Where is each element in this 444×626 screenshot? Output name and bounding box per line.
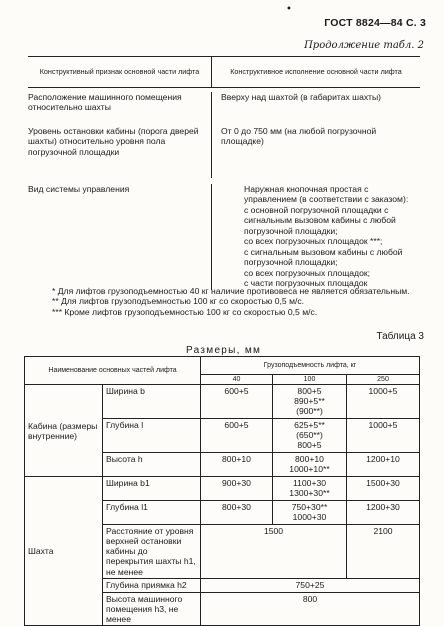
feature-cell: Вид системы управления [28,184,212,290]
footnote: ** Для лифтов грузоподъемностью 100 кг со скоростью 0,5 м/с. [52,296,305,307]
table-continuation: Продолжение табл. 2 [304,40,424,51]
value-line: 750+30** [291,502,328,512]
value-line: 1100+30 [292,478,327,488]
design-cell: От 0 до 750 мм (на любой погрузочной площадке) [221,126,377,147]
design-line: со всех погрузочных площадок; [244,267,371,278]
value-line: 1000+10** [289,464,330,474]
capacity-100: 100 [273,375,347,385]
feature-cell: Расположение машинного помещения относительно шахты [28,92,212,126]
table-row [28,178,420,290]
value-cell: 900+30 [201,477,273,501]
table-2-header [28,56,420,88]
value-cell: 800 [201,592,420,625]
row-label: Ширина b [103,385,201,419]
capacity-250: 250 [347,375,420,385]
shaft-label: Шахта [25,477,103,626]
row-label: Глубина приямка h2 [103,578,201,592]
row-label: Высота h [103,453,201,477]
value-cell [273,385,347,419]
value-cell: 1200+10 [347,453,420,477]
design-line: с части погрузочных площадок [244,278,368,289]
table-3-label: Таблица 3 [376,331,424,342]
table-3-title: Размеры, мм [186,345,262,356]
footnotes [36,286,424,317]
design-line: с основной погрузочной площадки с сигнальным вызовом кабины с любой погрузочной площадки; [244,204,396,236]
value-cell [273,477,347,501]
design-cell [212,184,420,290]
value-line: 890+5** [294,396,325,406]
row-label: Глубина l1 [103,501,201,525]
page-mark: • [286,4,292,15]
value-line: 1000+30 [292,512,327,522]
value-cell: 600+5 [201,385,273,419]
page-header: ГОСТ 8824—84 С. 3 [324,17,426,29]
footnote: * Для лифтов грузоподъемностью 40 кг наличие противовеса не является обязательным. [52,286,410,296]
value-line: (900**) [296,406,323,416]
value-line: 800+5 [297,440,322,450]
value-cell: 1000+5 [347,419,420,453]
row-label: Ширина b1 [103,477,201,501]
parts-header: Наименование основных частей лифта [25,357,201,385]
value-cell [273,501,347,525]
value-cell: 600+5 [201,419,273,453]
value-cell: 750+25 [201,578,420,592]
value-cell: 2100 [347,525,420,579]
design-line: Наружная кнопочная простая с управлением (в соответствии с заказом): [244,184,409,205]
value-cell: 800+30 [201,501,273,525]
table-row [28,126,420,178]
table-row [28,88,420,126]
value-cell: 1500+30 [347,477,420,501]
value-cell: 1200+30 [347,501,420,525]
capacity-header: Грузоподъемность лифта, кг [201,357,420,375]
capacity-40: 40 [201,375,273,385]
value-cell: 1000+5 [347,385,420,419]
value-cell [273,453,347,477]
cabin-label: Кабина (размеры внутренние) [25,385,103,477]
value-cell: 800+10 [201,453,273,477]
value-line: 625+5** [294,420,325,430]
design-cell: Вверху над шахтой (в габаритах шахты) [221,92,382,102]
design-line: с сигнальным вызовом кабины с любой погрузочной площадки; [244,246,403,268]
design-line: со всех погрузочных площадок ***; [244,236,383,247]
feature-header: Конструктивный признак основной части лифта [28,57,212,87]
value-cell: 1500 [201,525,347,579]
design-header: Конструктивное исполнение основной части лифта [230,66,402,76]
value-line: 800+5 [297,386,322,396]
table-2 [28,56,420,290]
feature-cell: Уровень остановки кабины (порога дверей шахты) относительно уровня пола погрузочной площадки [28,126,212,178]
row-label: Расстояние от уровня верхней остановки кабины до перекрытия шахты h1, не менее [103,525,201,579]
value-cell [273,419,347,453]
footnote: *** Кроме лифтов грузоподъемностью 100 кг со скоростью 0,5 м/с. [52,306,318,317]
value-line: (650**) [296,430,323,440]
value-line: 800+10 [295,454,324,464]
row-label: Высота машинного помещения h3, не менее [103,592,201,625]
row-label: Глубина l [103,419,201,453]
table-3 [24,356,420,626]
value-line: 1300+30** [289,488,330,498]
